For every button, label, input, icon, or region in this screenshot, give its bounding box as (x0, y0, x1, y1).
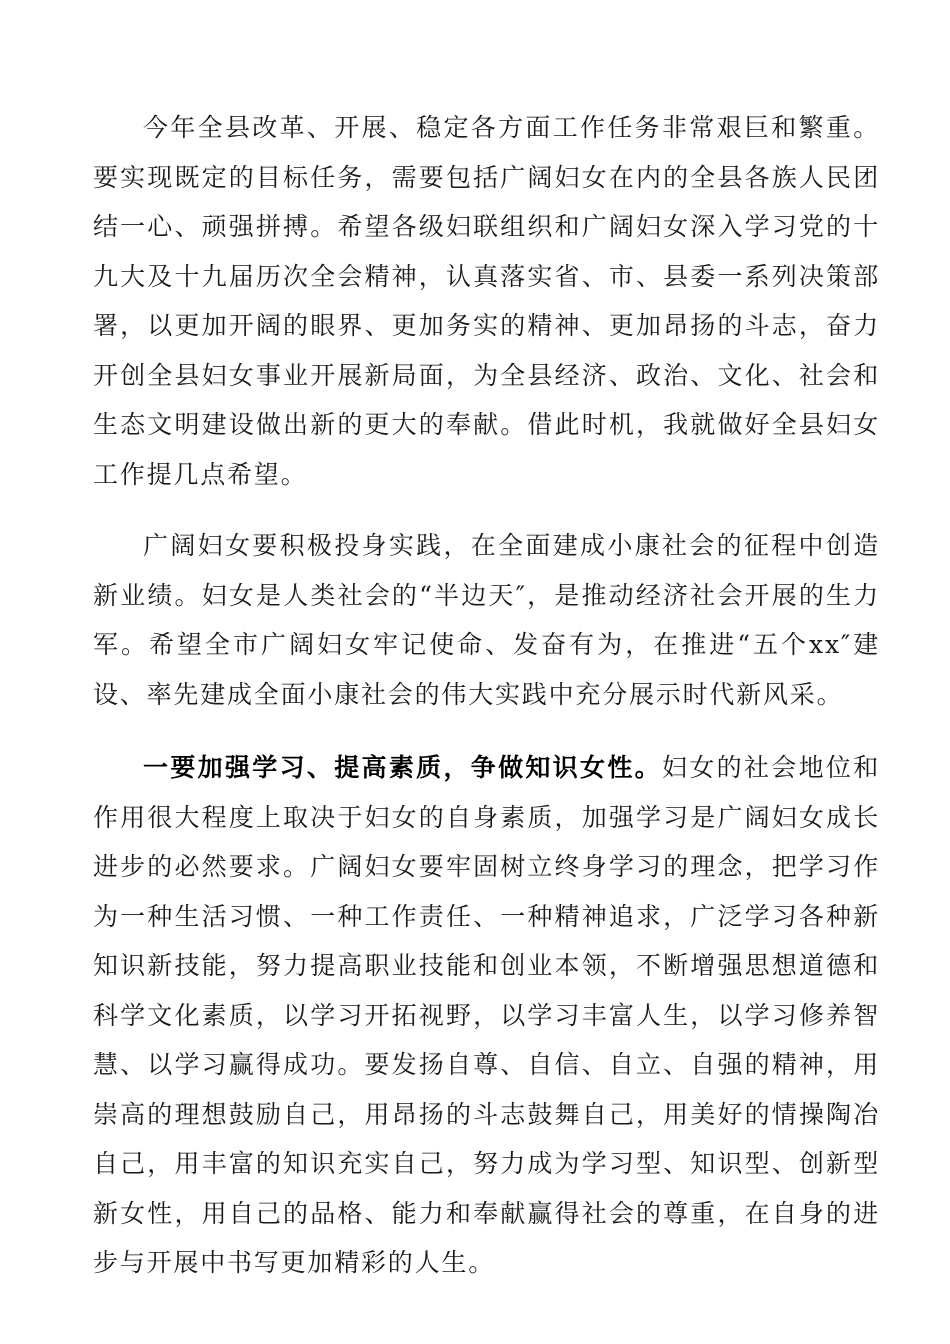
paragraph-1 (93, 103, 880, 499)
paragraph-2-text: 广阔妇女要积极投身实践，在全面建成小康社会的征程中创造新业绩。妇女是人类社会的“半边天″，是推动经济社会开展的生力军。希望全市广阔妇女牢记使命、发奋有为，在推进“五个xx″建设、率先建成全面小康社会的伟大实践中充分展示时代新风采。 (93, 531, 880, 709)
paragraph-2 (93, 521, 880, 719)
paragraph-1-text: 今年全县改革、开展、稳定各方面工作任务非常艰巨和繁重。要实现既定的目标任务，需要包括广阔妇女在内的全县各族人民团结一心、顽强拼搏。希望各级妇联组织和广阔妇女深入学习党的十九大及十九届历次全会精神，认真落实省、市、县委一系列决策部署，以更加开阔的眼界、更加务实的精神、更加昂扬的斗志，奋力开创全县妇女事业开展新局面，为全县经济、政治、文化、社会和生态文明建设做出新的更大的奉献。借此时机，我就做好全县妇女工作提几点希望。 (93, 113, 880, 489)
document-body (93, 103, 880, 1288)
paragraph-3-text: 妇女的社会地位和作用很大程度上取决于妇女的自身素质，加强学习是广阔妇女成长进步的必然要求。广阔妇女要牢固树立终身学习的理念，把学习作为一种生活习惯、一种工作责任、一种精神追求，广泛学习各种新知识新技能，努力提高职业技能和创业本领，不断增强思想道德和科学文化素质，以学习开拓视野，以学习丰富人生，以学习修养智慧、以学习赢得成功。要发扬自尊、自信、自立、自强的精神，用崇高的理想鼓励自己，用昂扬的斗志鼓舞自己，用美好的情操陶冶自己，用丰富的知识充实自己，努力成为学习型、知识型、创新型新女性，用自己的品格、能力和奉献赢得社会的尊重，在自身的进步与开展中书写更加精彩的人生。 (93, 753, 881, 1277)
paragraph-3-lead-heading: 一要加强学习、提高素质，争做知识女性。 (143, 753, 662, 782)
paragraph-3 (93, 743, 880, 1288)
